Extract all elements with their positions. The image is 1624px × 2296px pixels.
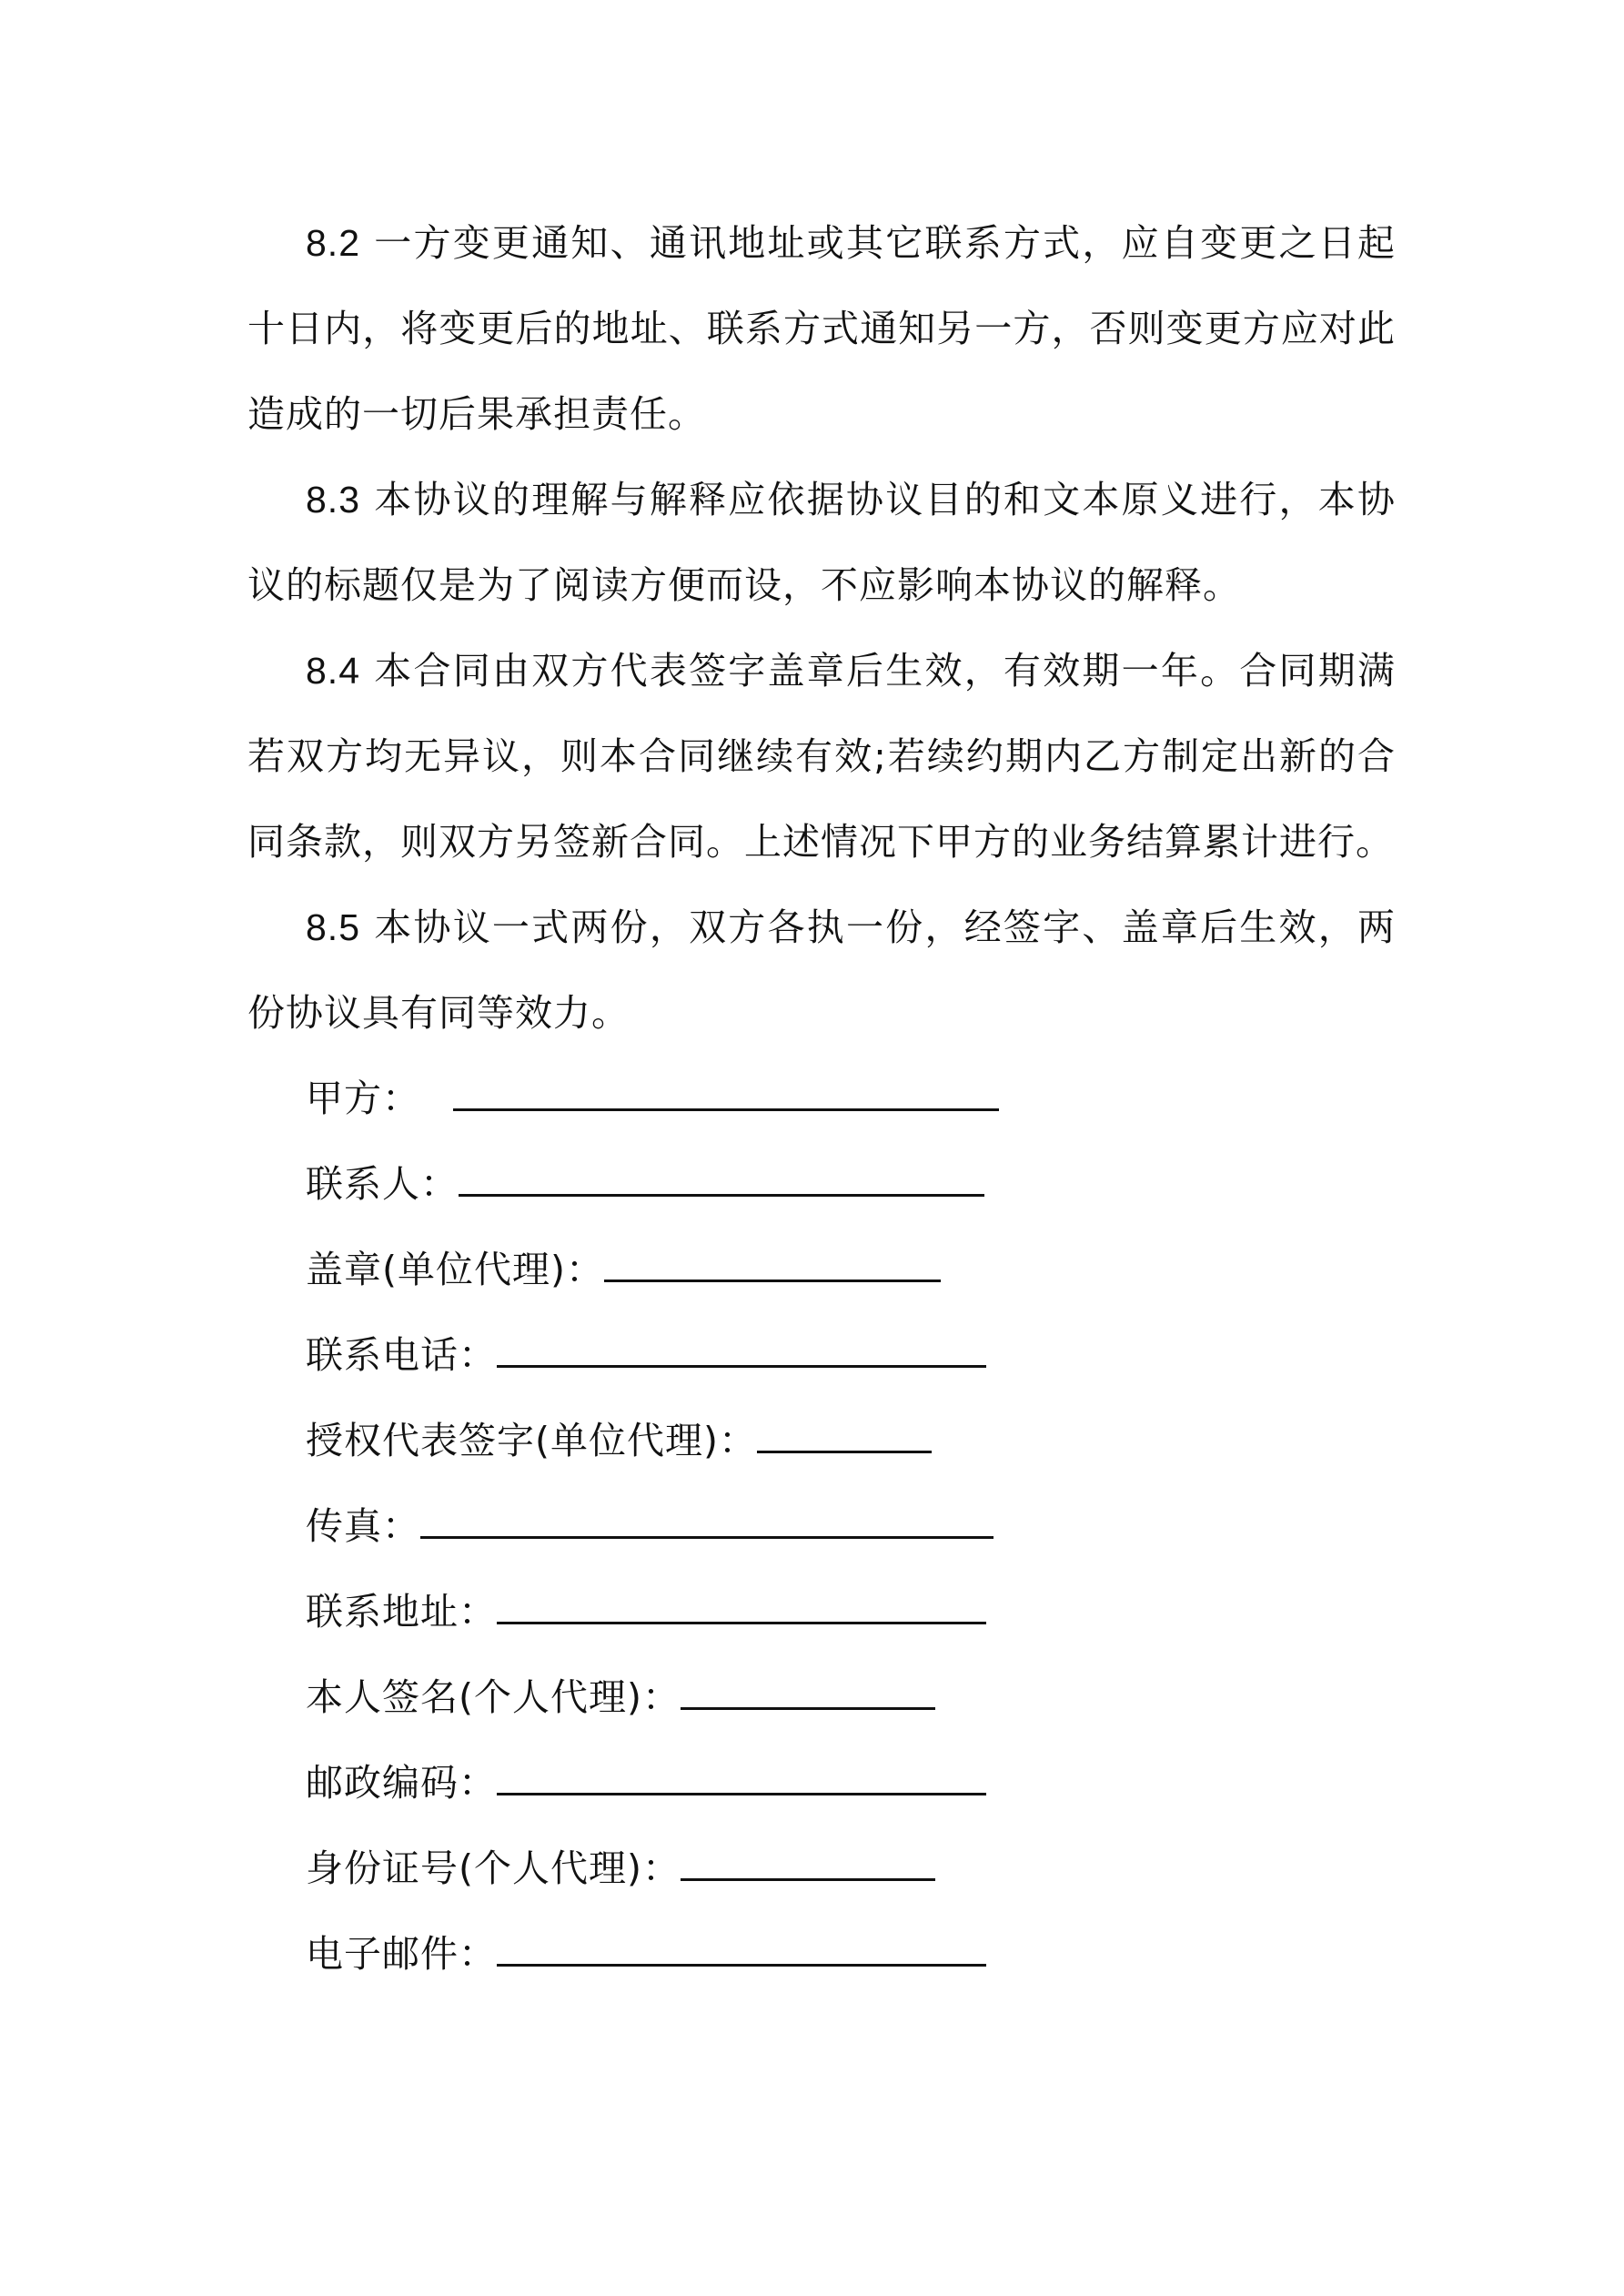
field-label: 甲方： (306, 1077, 420, 1120)
personal-signature-blank[interactable] (681, 1674, 935, 1710)
clause-number: 8.5 (306, 906, 360, 948)
contact-person-blank[interactable] (459, 1161, 984, 1197)
field-seal (247, 1227, 1396, 1312)
field-label: 联系人： (306, 1162, 459, 1206)
field-label: 联系地址： (306, 1590, 497, 1633)
clause-8-4 (247, 628, 1396, 885)
clause-number: 8.4 (306, 650, 360, 692)
clause-text: 本协议一式两份，双方各执一份，经签字、盖章后生效，两份协议具有同等效力。 (247, 905, 1396, 1035)
postcode-blank[interactable] (497, 1760, 986, 1795)
field-phone (247, 1312, 1396, 1398)
clause-text: 本协议的理解与解释应依据协议目的和文本原义进行，本协议的标题仅是为了阅读方便而设，不应影响本协议的解释。 (247, 478, 1396, 607)
field-id-number (247, 1826, 1396, 1911)
seal-blank[interactable] (604, 1247, 941, 1282)
field-label: 传真： (306, 1504, 420, 1548)
clause-8-3 (247, 457, 1396, 628)
field-label: 盖章(单位代理)： (306, 1248, 604, 1291)
fax-blank[interactable] (420, 1503, 994, 1539)
clause-text: 一方变更通知、通讯地址或其它联系方式，应自变更之日起十日内，将变更后的地址、联系方式通知另一方，否则变更方应对此造成的一切后果承担责任。 (247, 221, 1396, 436)
clause-8-5 (247, 885, 1396, 1056)
field-address (247, 1569, 1396, 1654)
field-party-a (247, 1056, 1396, 1141)
field-label: 身份证号(个人代理)： (306, 1846, 681, 1890)
address-blank[interactable] (497, 1589, 986, 1624)
party-a-blank[interactable] (453, 1076, 999, 1111)
clause-8-2 (247, 200, 1396, 457)
field-label: 邮政编码： (306, 1761, 497, 1805)
phone-blank[interactable] (497, 1332, 986, 1368)
field-postcode (247, 1740, 1396, 1826)
field-label: 联系电话： (306, 1333, 497, 1377)
field-label: 授权代表签字(单位代理)： (306, 1419, 757, 1462)
field-contact-person (247, 1141, 1396, 1227)
field-authorized-signature (247, 1398, 1396, 1483)
authorized-signature-blank[interactable] (757, 1418, 932, 1453)
clause-number: 8.2 (306, 222, 360, 264)
id-number-blank[interactable] (681, 1846, 935, 1881)
clause-text: 本合同由双方代表签字盖章后生效，有效期一年。合同期满若双方均无异议，则本合同继续有效;若续约期内乙方制定出新的合同条款，则双方另签新合同。上述情况下甲方的业务结算累计进行。 (247, 649, 1396, 864)
field-label: 本人签名(个人代理)： (306, 1675, 681, 1719)
document-content (247, 200, 1396, 1997)
field-fax (247, 1483, 1396, 1569)
email-blank[interactable] (497, 1931, 986, 1967)
clause-number: 8.3 (306, 479, 360, 521)
field-label: 电子邮件： (306, 1932, 497, 1976)
signature-fields (247, 1056, 1396, 1997)
field-personal-signature (247, 1654, 1396, 1740)
field-email (247, 1911, 1396, 1997)
